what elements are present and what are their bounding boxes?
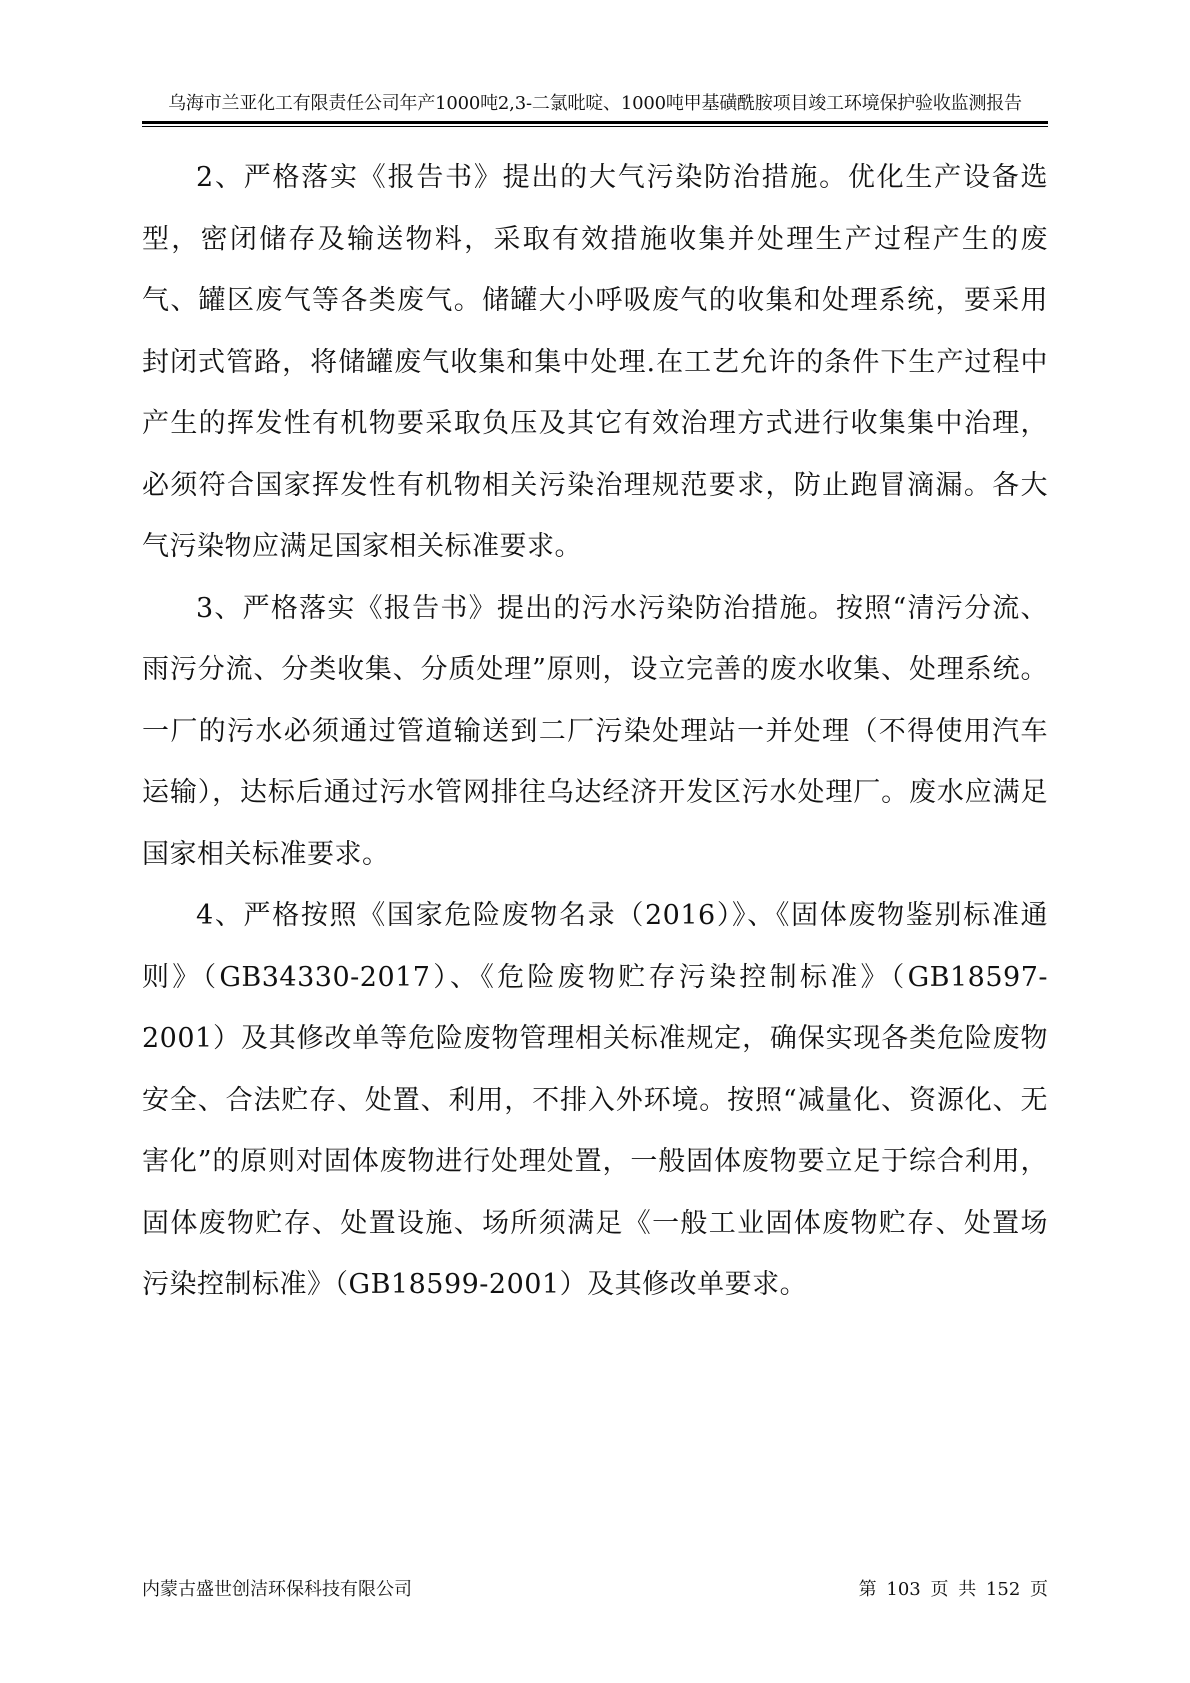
paragraph-hazardous-waste: 4、严格按照《国家危险废物名录（2016）》、《固体废物鉴别标准通则》（GB34330-2017）、《危险废物贮存污染控制标准》（GB18597-2001）及其修改单等危险废物管理相关标准规定，确保实现各类危险废物安全、合法贮存、处置、利用，不排入外环境。按照“减量化、资源化、无害化”的原则对固体废物进行处理处置，一般固体废物要立足于综合利用，固体废物贮存、处置设施、场所须满足《一般工业固体废物贮存、处置场污染控制标准》（GB18599-2001）及其修改单要求。 (142, 900, 1048, 1300)
footer-page-number: 第 103 页 共 152 页 (858, 1579, 1048, 1600)
footer-company: 内蒙古盛世创洁环保科技有限公司 (142, 1579, 412, 1600)
header-divider-thin (142, 126, 1048, 127)
page-header-title: 乌海市兰亚化工有限责任公司年产1000吨2,3-二氯吡啶、1000吨甲基磺酰胺项目竣工环境保护验收监测报告 (168, 93, 1022, 114)
header-divider-thick (142, 121, 1048, 124)
paragraph-water-pollution: 3、严格落实《报告书》提出的污水污染防治措施。按照“清污分流、雨污分流、分类收集、分质处理”原则，设立完善的废水收集、处理系统。一厂的污水必须通过管道输送到二厂污染处理站一并处理（不得使用汽车运输），达标后通过污水管网排往乌达经济开发区污水处理厂。废水应满足国家相关标准要求。 (142, 592, 1048, 870)
paragraph-air-pollution: 2、严格落实《报告书》提出的大气污染防治措施。优化生产设备选型，密闭储存及输送物料，采取有效措施收集并处理生产过程产生的废气、罐区废气等各类废气。储罐大小呼吸废气的收集和处理系统，要采用封闭式管路，将储罐废气收集和集中处理.在工艺允许的条件下生产过程中产生的挥发性有机物要采取负压及其它有效治理方式进行收集集中治理，必须符合国家挥发性有机物相关污染治理规范要求，防止跑冒滴漏。各大气污染物应满足国家相关标准要求。 (142, 162, 1048, 562)
document-body (142, 147, 1048, 1316)
